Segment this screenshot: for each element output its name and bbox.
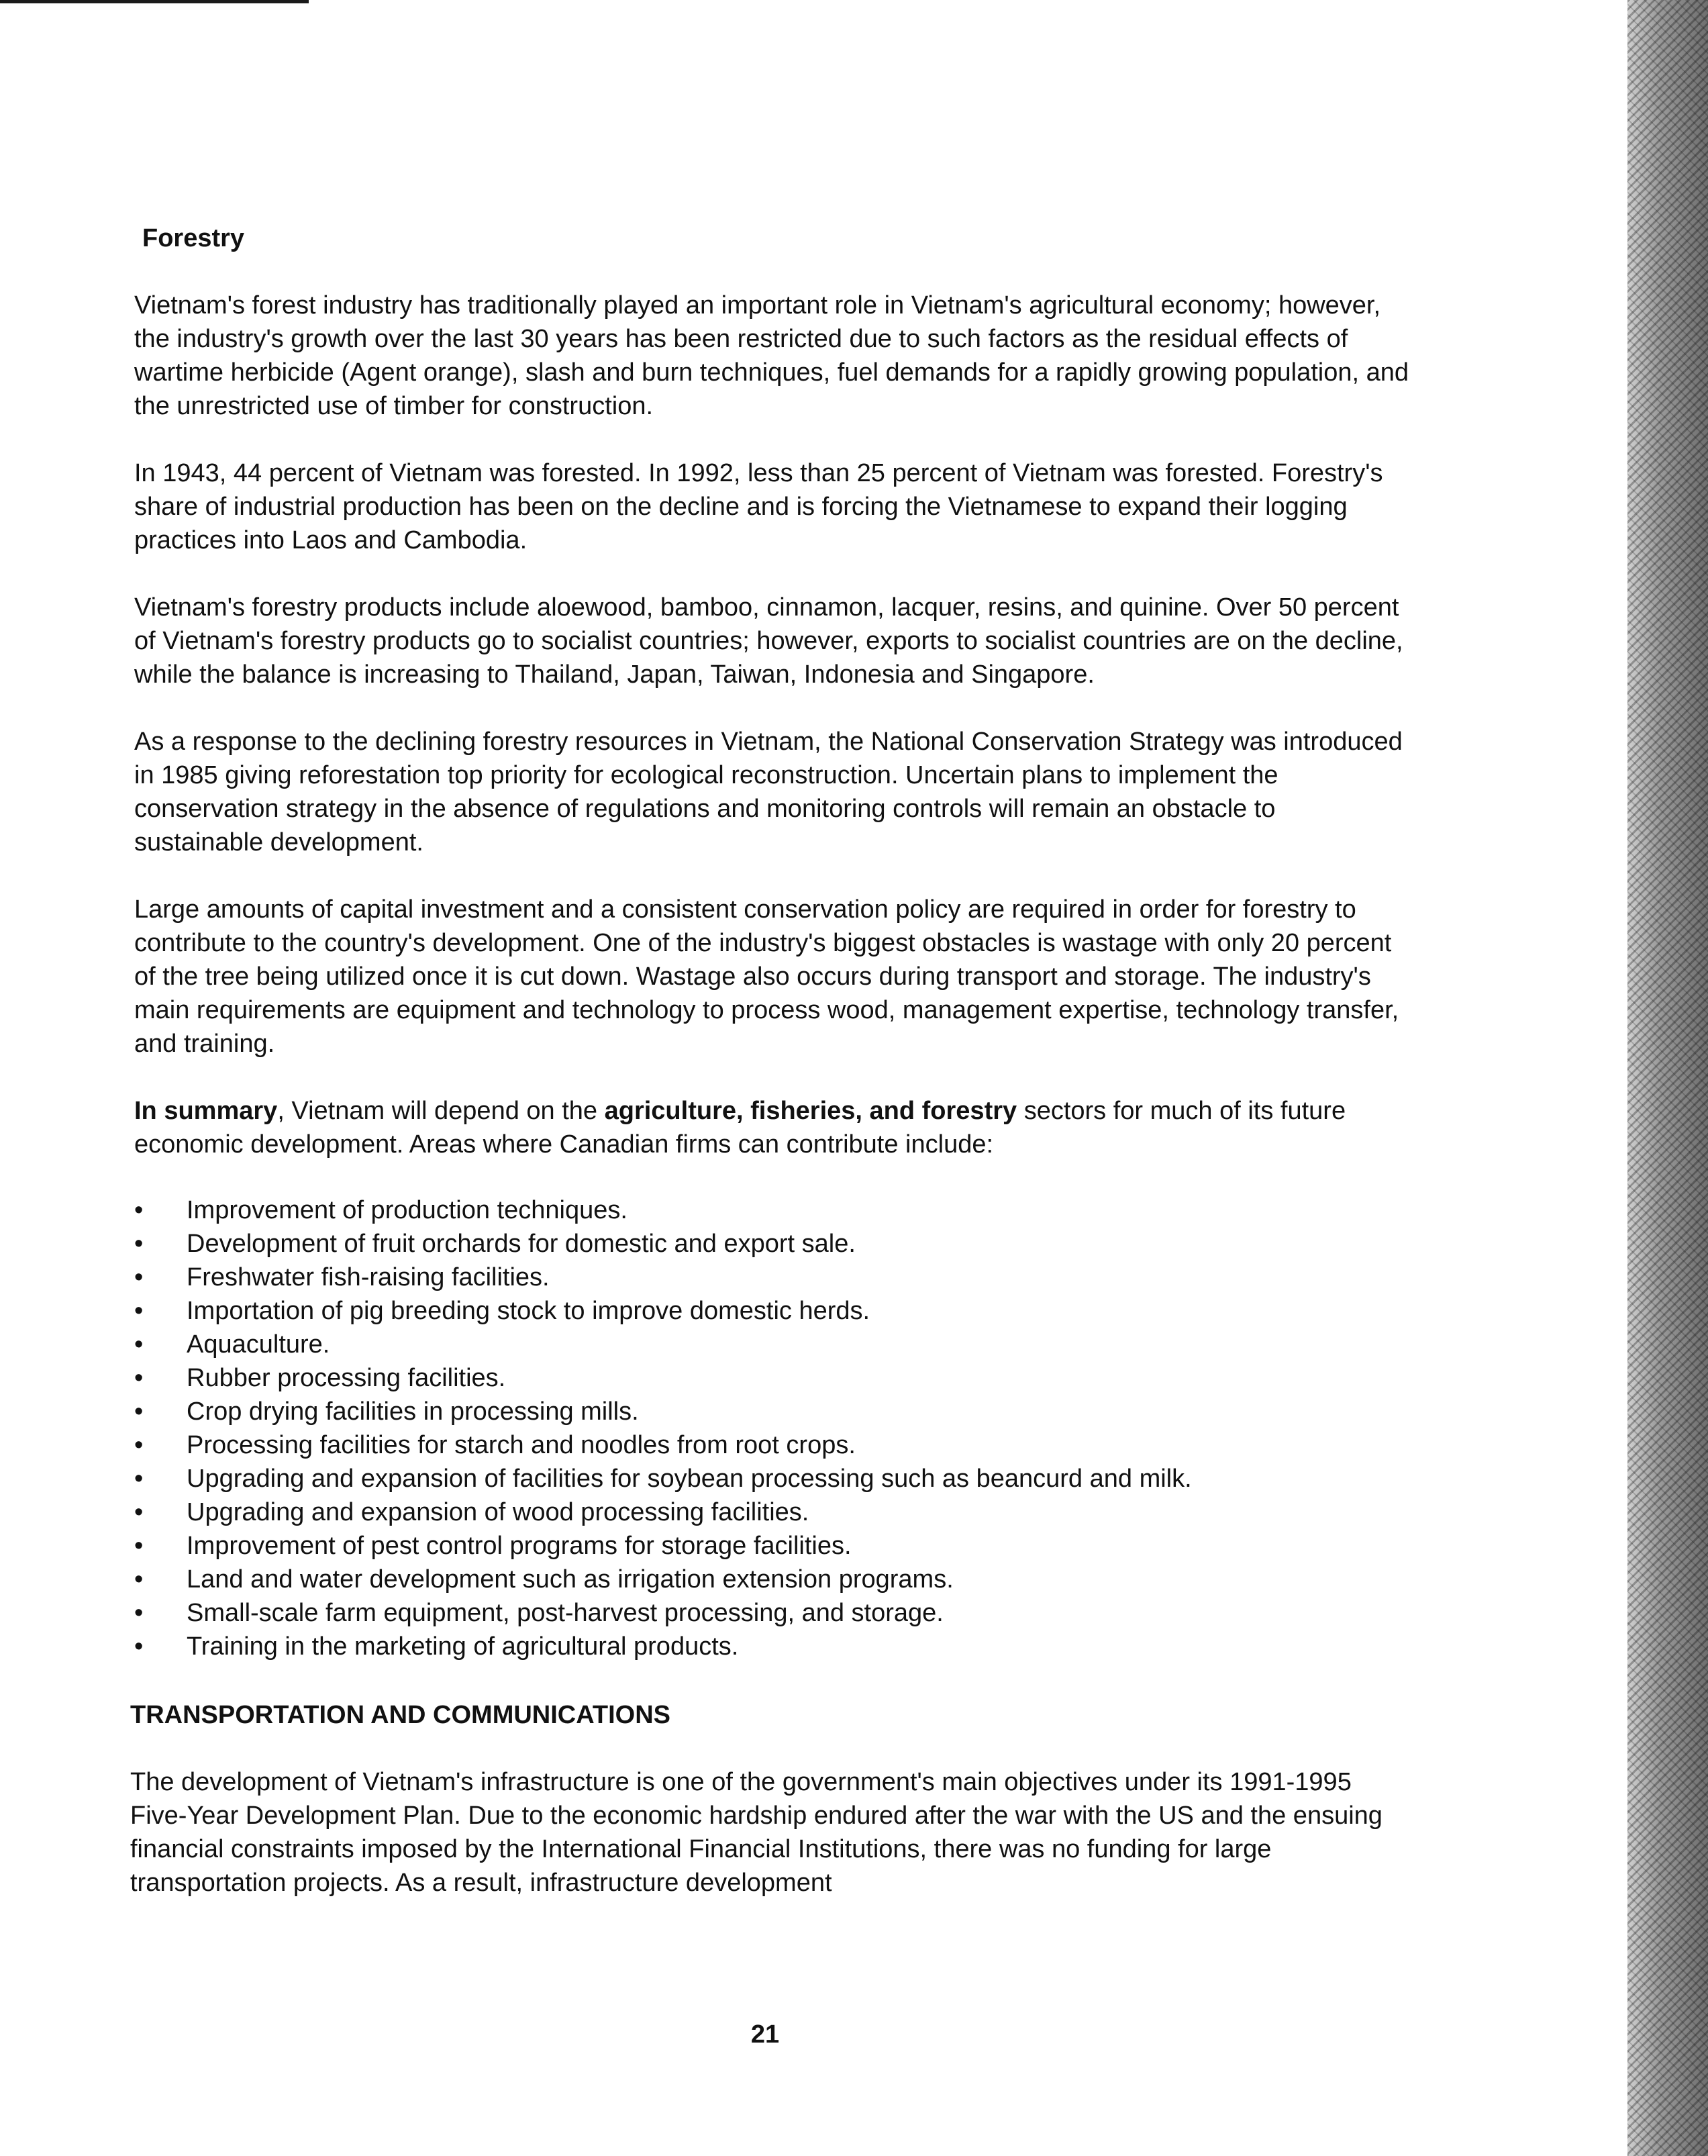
summary-paragraph [134,1094,1409,1161]
contribution-list [134,1193,1409,1663]
bullet-icon: • [134,1196,144,1224]
list-item-text: Processing facilities for starch and noodles from root crops. [187,1431,856,1459]
list-item [134,1529,1409,1563]
scan-edge [1627,0,1708,2156]
forestry-paragraph-1: Vietnam's forest industry has traditionally played an important role in Vietnam's agricultural economy; however, the industry's growth over the last 30 years has been restricted due to such factors as the residual effects of wartime herbicide (Agent orange), slash and burn techniques, fuel demands for a rapidly growing population, and the unrestricted use of timber for construction. [134,291,1409,420]
list-item [134,1395,1409,1428]
list-item-text: Improvement of pest control programs for storage facilities. [187,1532,852,1560]
list-item-text: Rubber processing facilities. [187,1364,506,1392]
list-item-text: Small-scale farm equipment, post-harvest processing, and storage. [187,1599,944,1627]
list-item [134,1630,1409,1663]
bullet-icon: • [134,1263,144,1291]
list-item [134,1596,1409,1630]
list-item [134,1328,1409,1361]
bullet-icon: • [134,1498,144,1526]
summary-text-2: sectors for much of its future economic development. Areas where Canadian firms can contribute include: [134,1097,1346,1159]
bullet-icon: • [134,1364,144,1392]
list-item [134,1261,1409,1294]
bullet-icon: • [134,1230,144,1258]
list-item-text: Upgrading and expansion of facilities for soybean processing such as beancurd and milk. [187,1465,1192,1493]
bullet-icon: • [134,1431,144,1459]
top-rule [0,0,309,3]
list-item-text: Freshwater fish-raising facilities. [187,1263,550,1291]
forestry-paragraph-4: As a response to the declining forestry resources in Vietnam, the National Conservation Strategy was introduced in 1985 giving reforestation top priority for ecological reconstruction. Uncertain plans to implement the conservation strategy in the absence of regulations and monitoring controls will remain an obstacle to sustainable development. [134,728,1403,856]
list-item [134,1496,1409,1529]
list-item-text: Improvement of production techniques. [187,1196,627,1224]
bullet-icon: • [134,1465,144,1493]
document-body [130,222,1409,1900]
list-item-text: Upgrading and expansion of wood processing facilities. [187,1498,809,1526]
forestry-heading: Forestry [142,224,245,252]
list-item [134,1462,1409,1496]
summary-sectors: agriculture, fisheries, and forestry [604,1097,1017,1125]
list-item [134,1294,1409,1328]
list-item-text: Crop drying facilities in processing mills. [187,1398,639,1426]
list-item-text: Importation of pig breeding stock to improve domestic herds. [187,1297,870,1325]
list-item [134,1563,1409,1596]
forestry-paragraph-3: Vietnam's forestry products include aloewood, bamboo, cinnamon, lacquer, resins, and quinine. Over 50 percent of Vietnam's forestry products go to socialist countries; however, exports to socialist countries are on the decline, while the balance is increasing to Thailand, Japan, Taiwan, Indonesia and Singapore. [134,593,1403,689]
bullet-icon: • [134,1599,144,1627]
list-item-text: Land and water development such as irrigation extension programs. [187,1565,954,1594]
transportation-heading: TRANSPORTATION AND COMMUNICATIONS [130,1701,670,1729]
list-item-text: Development of fruit orchards for domestic and export sale. [187,1230,856,1258]
forestry-paragraph-5: Large amounts of capital investment and a consistent conservation policy are required in order for forestry to contribute to the country's development. One of the industry's biggest obstacles is wastage with only 20 percent of the tree being utilized once it is cut down. Wastage also occurs during transport and storage. The industry's main requirements are equipment and technology to process wood, management expertise, technology transfer, and training. [134,895,1399,1058]
bullet-icon: • [134,1330,144,1359]
list-item [134,1227,1409,1261]
page-number: 21 [750,2020,780,2049]
summary-lead: In summary [134,1097,278,1125]
summary-text-1: , Vietnam will depend on the [277,1097,605,1125]
list-item-text: Aquaculture. [187,1330,330,1359]
forestry-paragraph-2: In 1943, 44 percent of Vietnam was forested. In 1992, less than 25 percent of Vietnam was forested. Forestry's share of industrial production has been on the decline and is forcing the Vietnamese to expand their logging practices into Laos and Cambodia. [134,459,1383,554]
list-item [134,1428,1409,1462]
list-item-text: Training in the marketing of agricultural products. [187,1632,739,1661]
transportation-paragraph: The development of Vietnam's infrastructure is one of the government's main objectives under its 1991-1995 Five-Year Development Plan. Due to the economic hardship endured after the war with the US and the ensuing financial constraints imposed by the International Financial Institutions, there was no funding for large transportation projects. As a result, infrastructure development [130,1768,1383,1897]
list-item [134,1193,1409,1227]
bullet-icon: • [134,1632,144,1661]
list-item [134,1361,1409,1395]
bullet-icon: • [134,1532,144,1560]
bullet-icon: • [134,1297,144,1325]
bullet-icon: • [134,1398,144,1426]
bullet-icon: • [134,1565,144,1594]
